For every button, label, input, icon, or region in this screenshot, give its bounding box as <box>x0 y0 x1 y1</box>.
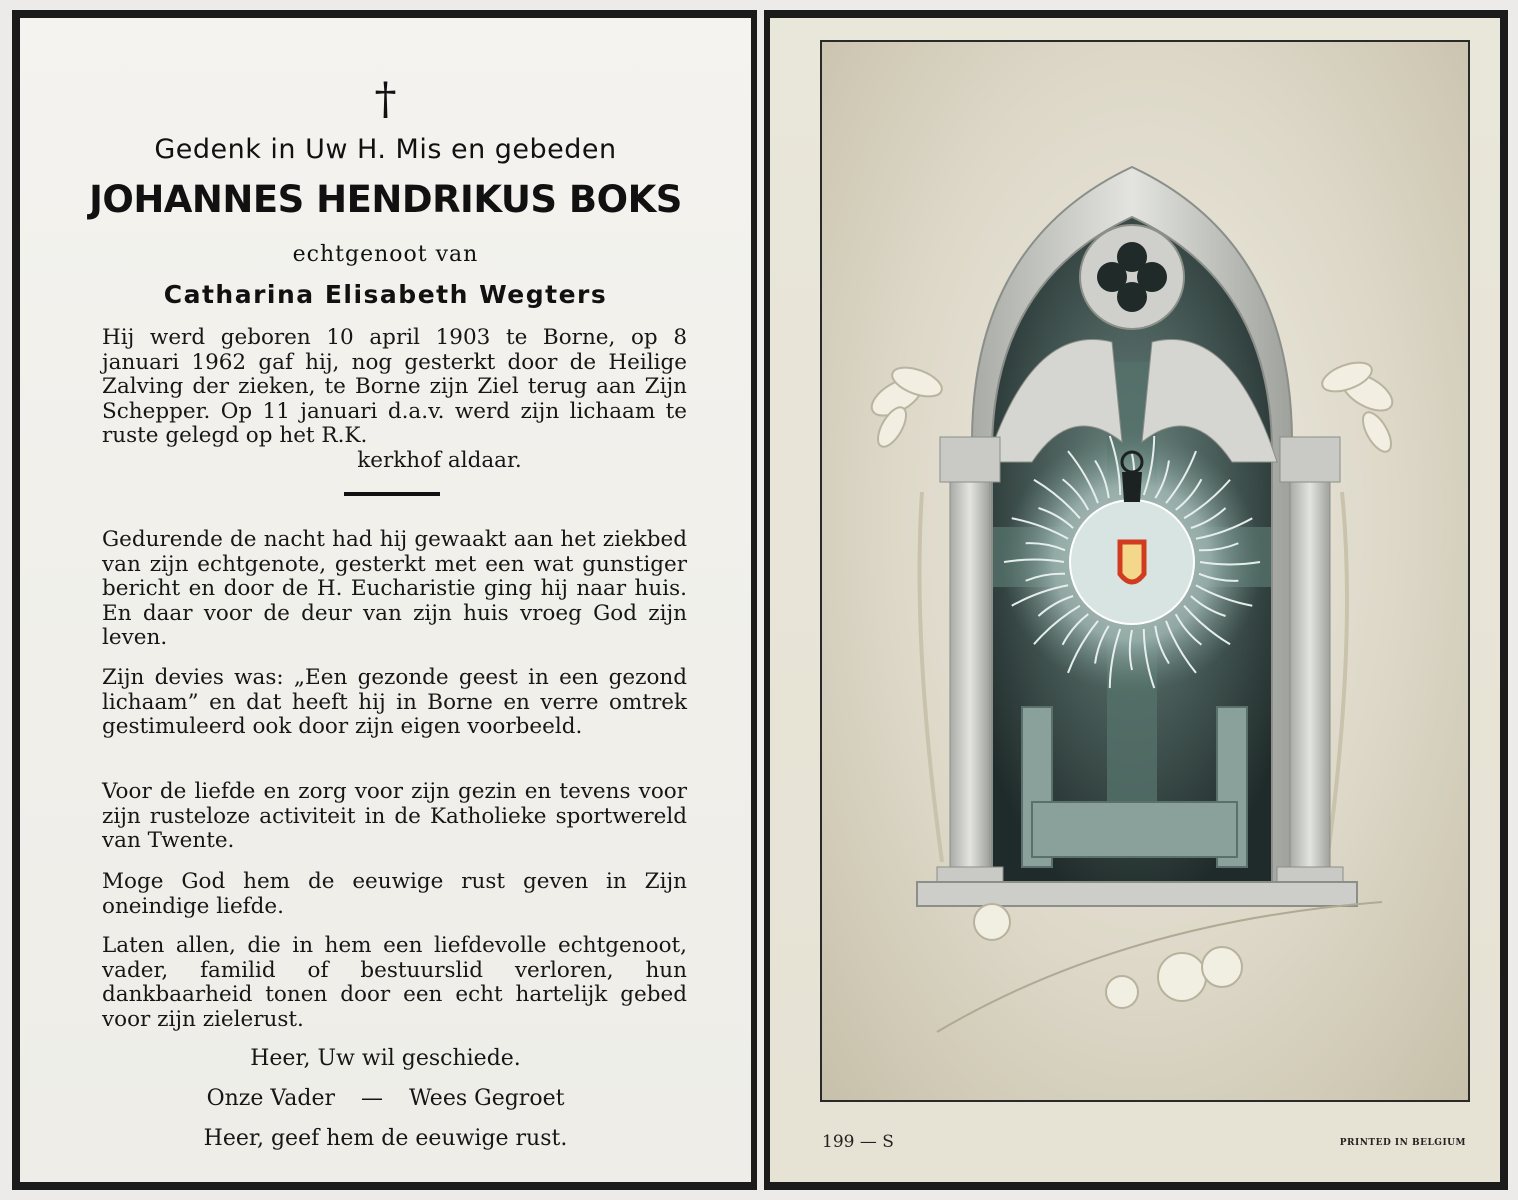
text-card-paper <box>20 18 751 1182</box>
spouse-name: Catharina Elisabeth Wegters <box>163 280 608 309</box>
prayer-dash: — <box>360 1086 383 1111</box>
paragraph: Laten allen, die in hem een liefdevolle echtgenoot, vader, familid of bestuurslid verloren, hun dankbaarheid tonen door een echt hartelijk gebed voor zijn zielerust. <box>102 933 687 1032</box>
prayer-right: Wees Gegroet <box>408 1086 565 1111</box>
closing-line: Heer, geef hem de eeuwige rust. <box>203 1126 568 1151</box>
image-card <box>764 10 1508 1190</box>
cross-icon: † <box>374 74 397 125</box>
gothic-window-illustration <box>822 42 1468 1100</box>
lily-left <box>866 362 946 862</box>
biography-last-line: kerkhof aldaar. <box>357 447 522 473</box>
paragraph: Gedurende de nacht had hij gewaakt aan het ziekbed van zijn echtgenote, gesterkt met een wat gunstiger bericht en door de H. Eucharistie ging hij naar huis. En daar voor de deur van zijn huis vroeg God zijn leven. <box>102 527 687 650</box>
prayer-line <box>20 1086 751 1111</box>
biography-text: Hij werd geboren 10 april 1903 te Borne, op 8 januari 1962 gaf hij, nog gesterkt door de Heilige Zalving der zieken, te Borne zijn Ziel terug aan Zijn Schepper. Op 11 januari d.a.v. werd zijn lichaam te ruste gelegd op het R.K. <box>102 325 687 448</box>
devotional-picture <box>820 40 1470 1102</box>
card-number: 199 — S <box>822 1132 894 1152</box>
biography <box>102 326 687 473</box>
text-card <box>12 10 757 1190</box>
deceased-name: JOHANNES HENDRIKUS BOKS <box>89 178 682 221</box>
intro-line: Gedenk in Uw H. Mis en gebeden <box>154 134 617 165</box>
closing-line: Heer, Uw wil geschiede. <box>250 1046 521 1071</box>
paragraph: Moge God hem de eeuwige rust geven in Zijn oneindige liefde. <box>102 869 687 919</box>
image-card-paper <box>770 18 1500 1182</box>
paragraph: Voor de liefde en zorg voor zijn gezin en tevens voor zijn rusteloze activiteit in de Katholieke sportwereld van Twente. <box>102 779 687 853</box>
prayer-left: Onze Vader <box>206 1086 335 1111</box>
divider <box>344 492 440 496</box>
paragraph: Zijn devies was: „Een gezonde geest in een gezond lichaam” en dat heeft hij in Borne en verre omtrek gestimuleerd ook door zijn eigen voorbeeld. <box>102 665 687 739</box>
printed-in-label: PRINTED IN BELGIUM <box>1339 1138 1466 1148</box>
spouse-label: echtgenoot van <box>292 242 479 267</box>
